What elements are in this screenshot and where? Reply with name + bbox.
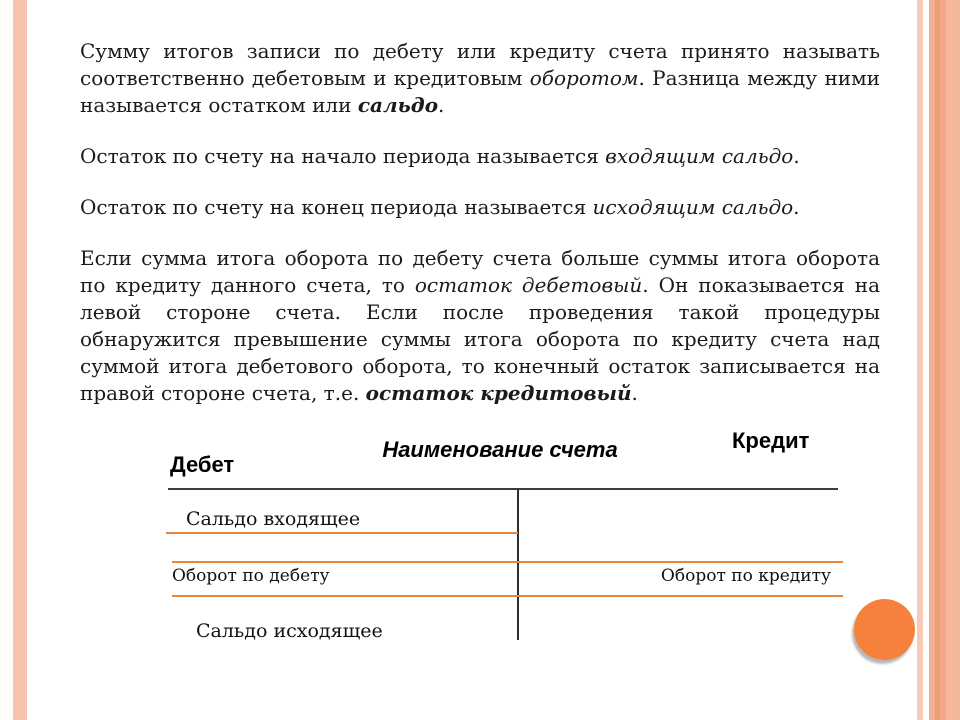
left-edge-cream-stripe: [0, 0, 13, 720]
diagram-turnover-credit-label: Оборот по кредиту: [660, 566, 831, 586]
paragraph-turnover-definition: Сумму итогов записи по дебету или кредиту счета принято называть соответственно дебетовым и кредитовым оборотом. Разница между ними называется остатком или сальдо.: [80, 39, 880, 117]
diagram-orange-line-upper: [172, 561, 843, 563]
diagram-turnover-debit-label: Оборот по дебету: [172, 566, 330, 586]
diagram-top-line: [168, 488, 838, 490]
diagram-credit-label: Кредит: [732, 428, 810, 453]
right-edge-stripe-1: [917, 0, 923, 720]
diagram-debit-label: Дебет: [170, 452, 235, 477]
diagram-orange-line-saldo-in: [166, 532, 518, 534]
diagram-vertical-divider: [517, 489, 519, 640]
paragraph-incoming-saldo: Остаток по счету на начало периода называется входящим сальдо.: [80, 144, 800, 168]
left-edge-pink-stripe: [13, 0, 27, 720]
diagram-orange-line-lower: [172, 595, 843, 597]
diagram-saldo-outgoing-label: Сальдо исходящее: [196, 620, 383, 642]
diagram-saldo-incoming-label: Сальдо входящее: [186, 508, 361, 530]
body-text: [80, 38, 880, 431]
orange-circle-decoration: [854, 599, 915, 660]
diagram-account-name-label: Наименование счета: [382, 437, 618, 462]
paragraph-debit-credit-balance: Если сумма итога оборота по дебету счета больше суммы итога оборота по кредиту данного счета, то остаток дебетовый. Он показывается на левой стороне счета. Если после проведения такой процедуры обнаружится превышение суммы итога оборота по кредиту счета над суммой итога дебетового оборота, то конечный остаток записывается на правой стороне счета, т.е. остаток кредитовый.: [80, 246, 880, 405]
right-edge-stripe-5: [946, 0, 960, 720]
paragraph-outgoing-saldo: Остаток по счету на конец периода называется исходящим сальдо.: [80, 195, 800, 219]
